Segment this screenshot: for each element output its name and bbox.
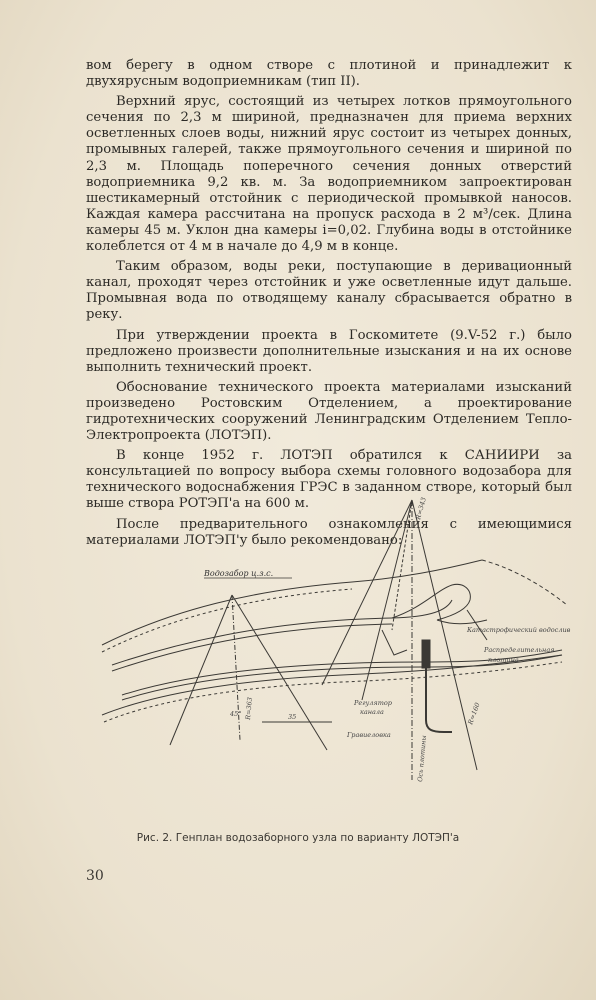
label-radius-2: R=160 (466, 701, 482, 726)
site-plan-figure (92, 490, 572, 790)
label-intake: Водозабор ц.з.с. (204, 569, 274, 578)
label-catastrophic-spillway: Катастрофический водослив (467, 626, 571, 634)
paragraph-2: Верхний ярус, состоящий из четырех лотков прямоугольного сечения по 2,3 м шириной, предназначен для приема верхних осветленных слоев воды, нижний ярус состоит из четырех донных, промывных галерей, также прямоугольного сечения и шириной по 2,3 м. Площадь поперечного сечения донных отверстий водоприемника 9,2 кв. м. За водоприемником запроектирован шестикамерный отстойник с периодической промывкой наносов. Каждая камера рассчитана на пропуск расхода в 2 м³/сек. Длина камеры 45 м. Уклон дна камеры i=0,02. Глубина воды в отстойнике колеблется от 4 м в начале до 4,9 м в конце. (86, 94, 572, 255)
page-number: 30 (86, 868, 104, 884)
figure-caption: Рис. 2. Генплан водозаборного узла по варианту ЛОТЭП'а (136, 832, 460, 844)
label-radius-1: R=343 (414, 496, 428, 521)
paragraph-7: После предварительного ознакомления с имеющимися материалами ЛОТЭП'у было рекомендовано: (86, 516, 572, 548)
paragraph-1: вом берегу в одном створе с плотиной и принадлежит к двухярусным водоприемникам (тип II). (86, 58, 572, 90)
label-regulator-1: Регулятор (354, 699, 392, 707)
label-dam-axis: Ось плотины (416, 734, 429, 783)
label-angle: 45° (230, 710, 242, 718)
label-dim: 35 (288, 713, 297, 721)
label-gravel-trap: Гравиеловка (347, 731, 391, 739)
spillway-loop (392, 584, 470, 620)
body-text (86, 58, 572, 553)
paragraph-3: Таким образом, воды реки, поступающие в деривационный канал, проходят через отстойник и уже осветленные идут дальше. Промывная вода по отводящему каналу сбрасывается обратно в реку. (86, 259, 572, 323)
paragraph-6: В конце 1952 г. ЛОТЭП обратился к САНИИРИ за консультацией по вопросу выбора схемы головного водозабора для технического водоснабжения ГРЭС в заданном створе, который был выше створа РОТЭП'а на 600 м. (86, 448, 572, 512)
paragraph-4: При утверждении проекта в Госкомитете (9.V-52 г.) было предложено произвести дополнительные изыскания и на их основе выполнить технический проект. (86, 327, 572, 375)
label-regulator-2: канала (360, 708, 384, 716)
label-radius-3: R=363 (244, 696, 254, 721)
label-distribution-dam-1: Распределительная (484, 646, 555, 654)
river-bank-upper (102, 560, 482, 645)
label-distribution-dam-2: плотина (488, 656, 519, 664)
regulator-structure (422, 640, 430, 668)
paragraph-5: Обоснование технического проекта материалами изысканий произведено Ростовским Отделением, а проектирование гидротехнических сооружений Ленинградским Отделением Тепло-Электропроекта (ЛОТЭП). (86, 379, 572, 444)
